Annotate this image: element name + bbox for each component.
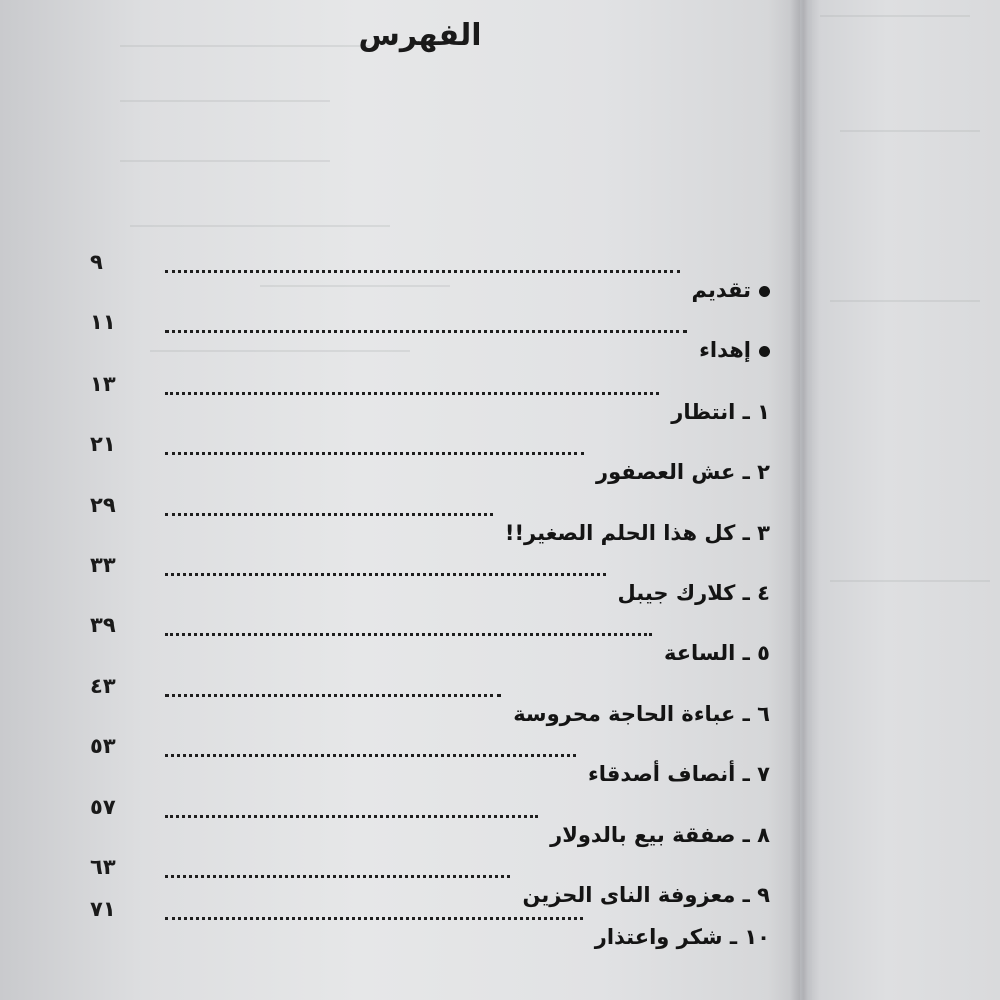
bleed-through-mark bbox=[130, 225, 390, 227]
toc-row bbox=[90, 493, 770, 543]
toc-entry bbox=[618, 581, 770, 605]
toc-page-number: ٤٣ bbox=[90, 674, 116, 698]
leader-dots bbox=[165, 573, 606, 576]
leader-dots bbox=[165, 633, 652, 636]
toc-entry bbox=[550, 823, 770, 847]
bleed-through-mark bbox=[840, 130, 980, 132]
toc-row bbox=[90, 250, 770, 300]
toc-entry-label: ٦ ـ عباءة الحاجة محروسة bbox=[513, 702, 770, 726]
toc-entry-label: ٨ ـ صفقة بيع بالدولار bbox=[550, 823, 770, 847]
toc-entry-label: ٢ ـ عش العصفور bbox=[596, 460, 770, 484]
toc-page-number: ٩ bbox=[90, 250, 103, 274]
toc-entry-label: ١٠ ـ شكر واعتذار bbox=[594, 925, 770, 949]
toc-row bbox=[90, 553, 770, 603]
leader-dots bbox=[165, 392, 659, 395]
leader-dots bbox=[165, 754, 576, 757]
toc-row bbox=[90, 310, 770, 360]
toc-entry-label: ٩ ـ معزوفة الناى الحزين bbox=[522, 883, 770, 907]
right-page bbox=[812, 0, 1000, 1000]
toc-page-number: ٣٩ bbox=[90, 613, 116, 637]
toc-page-number: ٥٣ bbox=[90, 734, 116, 758]
toc-row bbox=[90, 613, 770, 663]
toc-page-number: ٧١ bbox=[90, 897, 116, 921]
bullet-icon bbox=[759, 346, 770, 357]
toc-entry bbox=[596, 460, 770, 484]
toc-row bbox=[90, 372, 770, 422]
leader-dots bbox=[165, 452, 584, 455]
toc-row bbox=[90, 897, 770, 947]
toc-row bbox=[90, 432, 770, 482]
bleed-through-mark bbox=[830, 300, 980, 302]
bleed-through-mark bbox=[120, 160, 330, 162]
leader-dots bbox=[165, 513, 493, 516]
toc-title: الفهرس bbox=[358, 18, 482, 53]
leader-dots bbox=[165, 270, 680, 273]
leader-dots bbox=[165, 815, 538, 818]
toc-row bbox=[90, 795, 770, 845]
toc-entry-label: ٧ ـ أنصاف أصدقاء bbox=[588, 762, 770, 786]
toc-page-number: ٦٣ bbox=[90, 855, 116, 879]
toc-entry-label: إهداء bbox=[699, 338, 751, 362]
toc-entry bbox=[505, 521, 770, 545]
toc-page-number: ٥٧ bbox=[90, 795, 116, 819]
bullet-icon bbox=[759, 286, 770, 297]
toc-page-number: ٣٣ bbox=[90, 553, 116, 577]
book-gutter bbox=[790, 0, 820, 1000]
bleed-through-mark bbox=[830, 580, 990, 582]
toc-entry bbox=[692, 278, 770, 302]
toc-entry-label: ١ ـ انتظار bbox=[671, 400, 770, 424]
leader-dots bbox=[165, 694, 501, 697]
leader-dots bbox=[165, 917, 583, 920]
toc-entry bbox=[664, 641, 770, 665]
toc-entry-label: ٣ ـ كل هذا الحلم الصغير!! bbox=[504, 521, 770, 545]
toc-page-number: ٢١ bbox=[90, 432, 116, 456]
toc-page-number: ١١ bbox=[90, 310, 116, 334]
toc-page-number: ٢٩ bbox=[90, 493, 116, 517]
bleed-through-mark bbox=[120, 100, 330, 102]
toc-entry-label: تقديم bbox=[691, 278, 751, 302]
bleed-through-mark bbox=[820, 15, 970, 17]
toc-entry bbox=[671, 400, 770, 424]
leader-dots bbox=[165, 330, 687, 333]
toc-entry-label: ٥ ـ الساعة bbox=[663, 641, 770, 665]
toc-row bbox=[90, 674, 770, 724]
leader-dots bbox=[165, 875, 510, 878]
toc-row bbox=[90, 734, 770, 784]
toc-entry bbox=[595, 925, 770, 949]
toc-page-number: ١٣ bbox=[90, 372, 116, 396]
toc-entry bbox=[588, 762, 770, 786]
toc-entry bbox=[513, 702, 770, 726]
toc-entry bbox=[699, 338, 770, 362]
toc-entry-label: ٤ ـ كلارك جيبل bbox=[617, 581, 770, 605]
